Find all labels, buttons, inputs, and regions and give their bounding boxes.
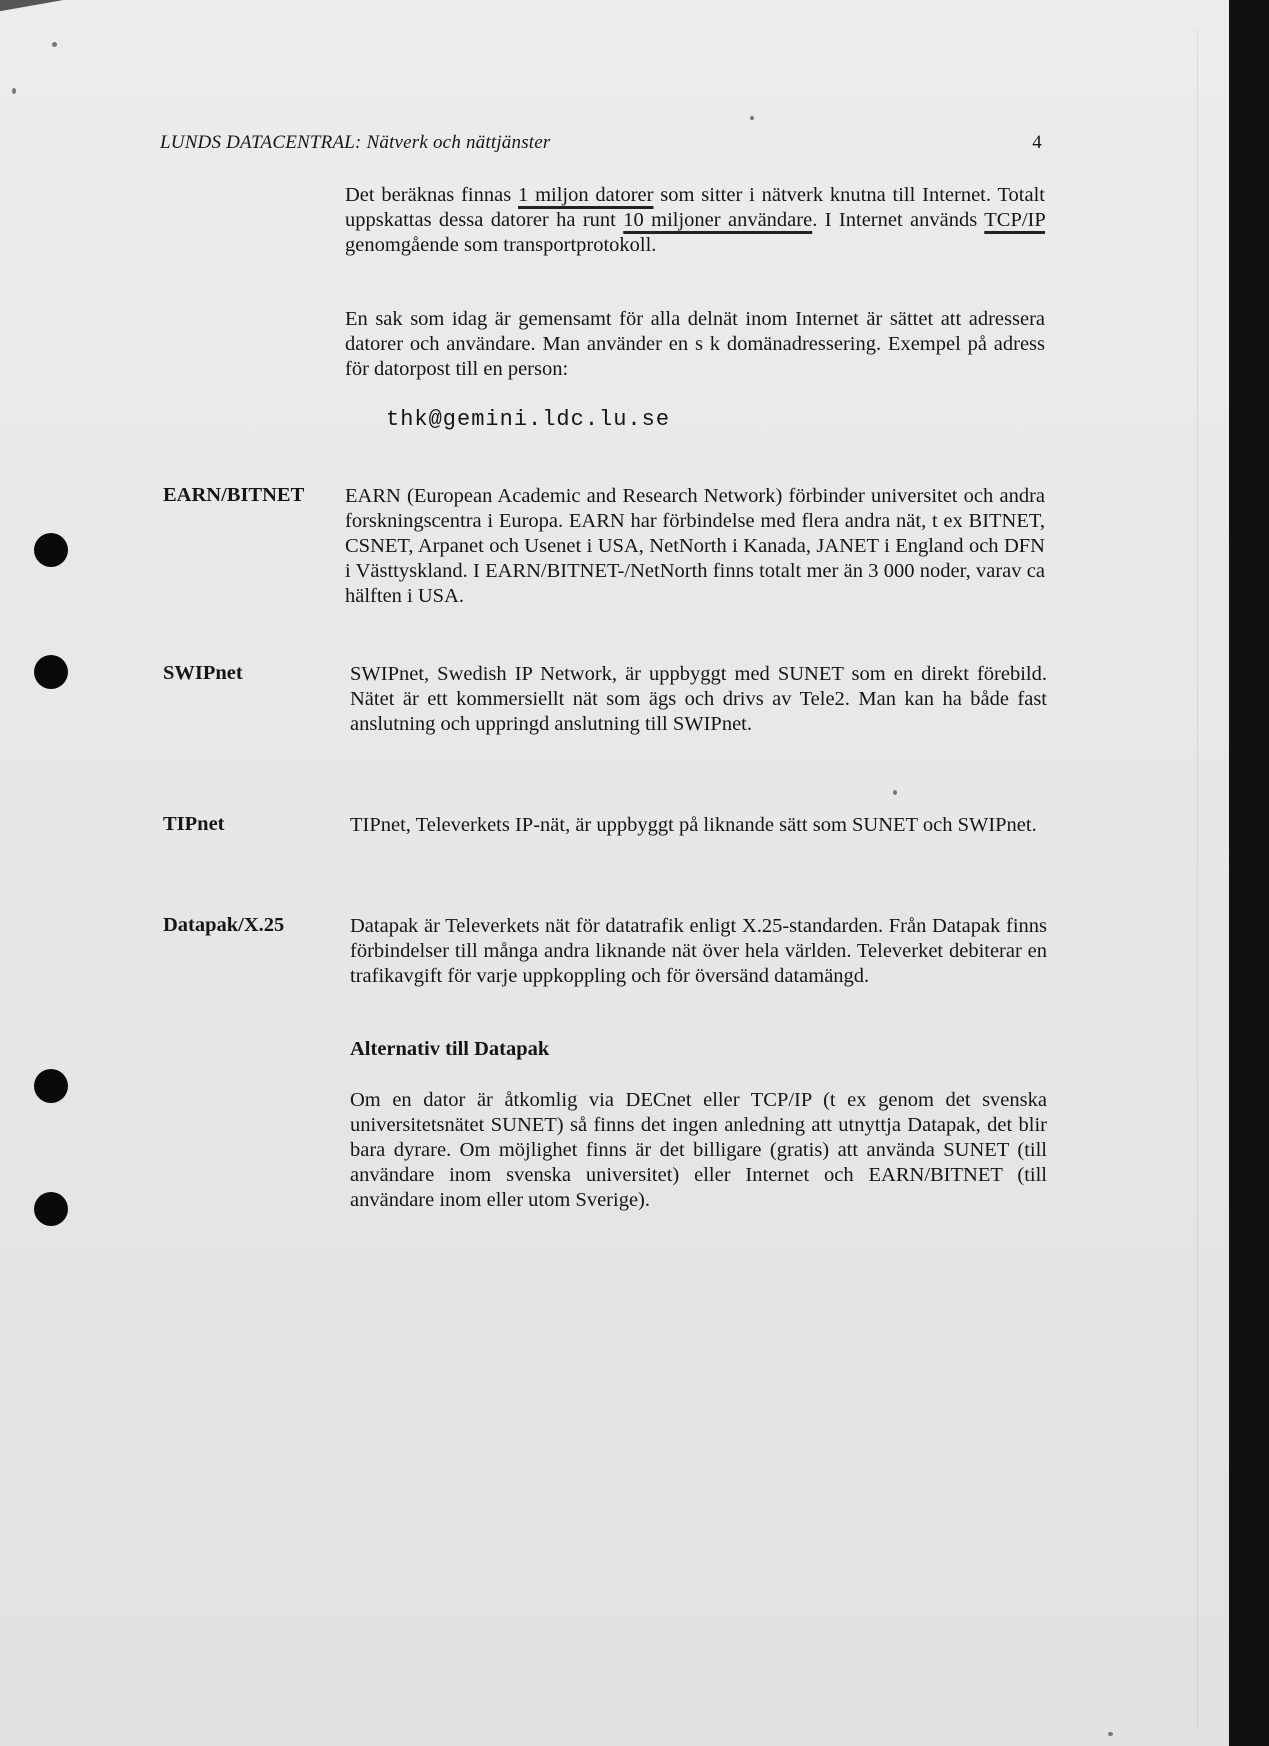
subheading-alternativ: Alternativ till Datapak	[350, 1038, 550, 1060]
document-title: LUNDS DATACENTRAL: Nätverk och nättjänster	[160, 132, 551, 153]
highlighted-phrase: TCP/IP	[984, 209, 1046, 231]
intro-text: som sitter i nätverk knutna till Internet. Totalt uppskattas dessa datorer ha runt	[345, 184, 1045, 231]
scan-speck	[750, 116, 754, 120]
alternativ-description: Om en dator är åtkomlig via DECnet eller TCP/IP (t ex genom det svenska universitetsnätet SUNET) så finns det ingen anledning att utnyttja Datapak, det blir bara dyrare. Om möjlighet finns är det billigare (gratis) att använda SUNET (till användare inom svenska universitet) eller Internet och EARN/BITNET (till användare inom eller utom Sverige).	[350, 1089, 1047, 1211]
corner-scan-mark	[0, 0, 80, 22]
term-tipnet: TIPnet	[163, 813, 225, 835]
swipnet-description: SWIPnet, Swedish IP Network, är uppbyggt med SUNET som en direkt förebild. Nätet är ett kommersiellt nät som ägs och drivs av Tele2. Man kan ha både fast anslutning och uppringd anslutning till SWIPnet.	[350, 663, 1047, 735]
intro-paragraph-1	[345, 183, 1045, 258]
scan-speck	[12, 88, 16, 94]
datapak-description: Datapak är Televerkets nät för datatrafik enligt X.25-standarden. Från Datapak finns förbindelser till många andra liknande nät över hela världen. Televerket debiterar en trafikavgift för varje uppkoppling och för översänd datamängd.	[350, 915, 1047, 987]
scan-edge-shadow	[1229, 0, 1269, 1746]
term-earn-bitnet: EARN/BITNET	[163, 484, 305, 506]
punch-hole-4	[34, 1192, 68, 1226]
highlighted-phrase: 1 miljon datorer	[518, 184, 654, 206]
scan-speck	[893, 790, 897, 795]
intro-paragraph-2: En sak som idag är gemensamt för alla delnät inom Internet är sättet att adressera datorer och användare. Man använder en s k domänadressering. Exempel på adress för datorpost till en person:	[345, 308, 1045, 380]
running-header	[160, 132, 1042, 154]
page-number: 4	[1032, 132, 1042, 153]
term-datapak: Datapak/X.25	[163, 914, 285, 936]
email-example: thk@gemini.ldc.lu.se	[386, 407, 671, 432]
intro-text: Det beräknas finnas	[345, 184, 519, 206]
page-fold-line	[1197, 30, 1198, 1730]
term-swipnet: SWIPnet	[163, 662, 243, 684]
punch-hole-1	[34, 533, 68, 567]
intro-text: . I Internet används	[812, 209, 985, 231]
scan-speck	[1108, 1732, 1113, 1736]
scan-speck	[52, 42, 57, 47]
earn-bitnet-description: EARN (European Academic and Research Network) förbinder universitet och andra forskningscentra i Europa. EARN har förbindelse med flera andra nät, t ex BITNET, CSNET, Arpanet och Usenet i USA, NetNorth i Kanada, JANET i England och DFN i Västtyskland. I EARN/BITNET-/NetNorth finns totalt mer än 3 000 noder, varav ca hälften i USA.	[345, 485, 1045, 607]
intro-text: genomgående som transportprotokoll.	[345, 234, 657, 256]
highlighted-phrase: 10 miljoner användare	[623, 209, 813, 231]
tipnet-description: TIPnet, Televerkets IP-nät, är uppbyggt på liknande sätt som SUNET och SWIPnet.	[350, 814, 1037, 836]
punch-hole-2	[34, 655, 68, 689]
punch-hole-3	[34, 1069, 68, 1103]
